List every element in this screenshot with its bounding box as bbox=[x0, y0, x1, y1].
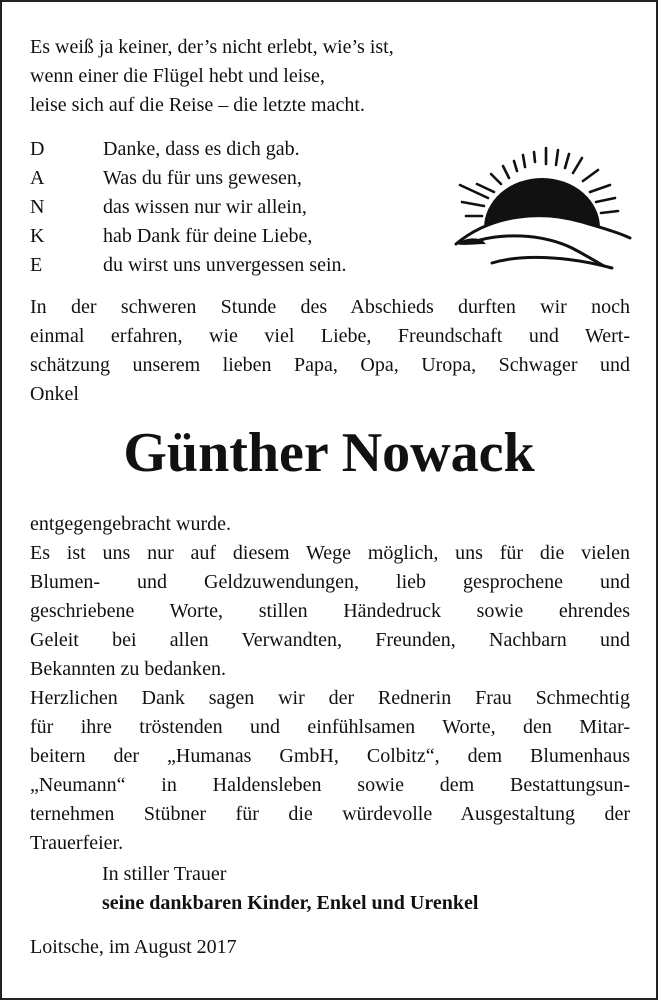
acrostic-text: hab Dank für deine Liebe, bbox=[103, 225, 313, 247]
text-line: für ihre tröstenden und einfühlsamen Worte, den Mitar- bbox=[30, 716, 630, 738]
acrostic-letter: D bbox=[30, 138, 45, 160]
poem-line: wenn einer die Flügel hebt und leise, bbox=[30, 65, 325, 87]
poem-line: Es weiß ja keiner, der’s nicht erlebt, wie’s ist, bbox=[30, 36, 394, 58]
text-line: Trauerfeier. bbox=[30, 832, 124, 854]
acrostic-letter: N bbox=[30, 196, 45, 218]
acrostic-row bbox=[30, 251, 440, 280]
acrostic-text: du wirst uns unvergessen sein. bbox=[103, 254, 347, 276]
acrostic-text: das wissen nur wir allein, bbox=[103, 196, 307, 218]
text-line: Es ist uns nur auf diesem Wege möglich, uns für die vielen bbox=[30, 542, 630, 564]
intro-paragraph bbox=[30, 293, 630, 409]
place-and-date: Loitsche, im August 2017 bbox=[30, 936, 237, 958]
acrostic-letter: A bbox=[30, 167, 45, 189]
text-line: Blumen- und Geldzuwendungen, lieb gesprochene und bbox=[30, 571, 630, 593]
poem-line: leise sich auf die Reise – die letzte macht. bbox=[30, 94, 365, 116]
text-line: Onkel bbox=[30, 383, 79, 405]
text-line: einmal erfahren, wie viel Liebe, Freundschaft und Wert- bbox=[30, 325, 630, 347]
text-line: Geleit bei allen Verwandten, Freunden, Nachbarn und bbox=[30, 629, 630, 651]
closing-line: In stiller Trauer bbox=[102, 863, 227, 885]
text-line: entgegengebracht wurde. bbox=[30, 513, 232, 535]
deceased-name: Günther Nowack bbox=[123, 422, 535, 484]
text-line: „Neumann“ in Haldensleben sowie dem Bestattungsun- bbox=[30, 774, 630, 796]
acrostic-row bbox=[30, 135, 440, 164]
text-line: Bekannten zu bedanken. bbox=[30, 658, 227, 680]
text-line: In der schweren Stunde des Abschieds durften wir noch bbox=[30, 296, 630, 318]
acrostic-letter: E bbox=[30, 254, 43, 276]
signature-line: seine dankbaren Kinder, Enkel und Urenkel bbox=[102, 892, 479, 914]
acrostic-row bbox=[30, 193, 440, 222]
thanks-paragraph bbox=[30, 510, 630, 858]
acrostic-row bbox=[30, 222, 440, 251]
text-line: schätzung unserem lieben Papa, Opa, Uropa, Schwager und bbox=[30, 354, 630, 376]
acrostic-letter: K bbox=[30, 225, 45, 247]
text-line: geschriebene Worte, stillen Händedruck sowie ehrendes bbox=[30, 600, 630, 622]
text-line: beitern der „Humanas GmbH, Colbitz“, dem Blumenhaus bbox=[30, 745, 630, 767]
sunset-over-hills-icon bbox=[452, 140, 632, 272]
danke-acrostic bbox=[30, 135, 440, 280]
acrostic-row bbox=[30, 164, 440, 193]
acrostic-text: Danke, dass es dich gab. bbox=[103, 138, 300, 160]
text-line: Herzlichen Dank sagen wir der Rednerin Frau Schmechtig bbox=[30, 687, 630, 709]
acrostic-text: Was du für uns gewesen, bbox=[103, 167, 302, 189]
poem bbox=[30, 33, 630, 120]
text-line: ternehmen Stübner für die würdevolle Ausgestaltung der bbox=[30, 803, 630, 825]
